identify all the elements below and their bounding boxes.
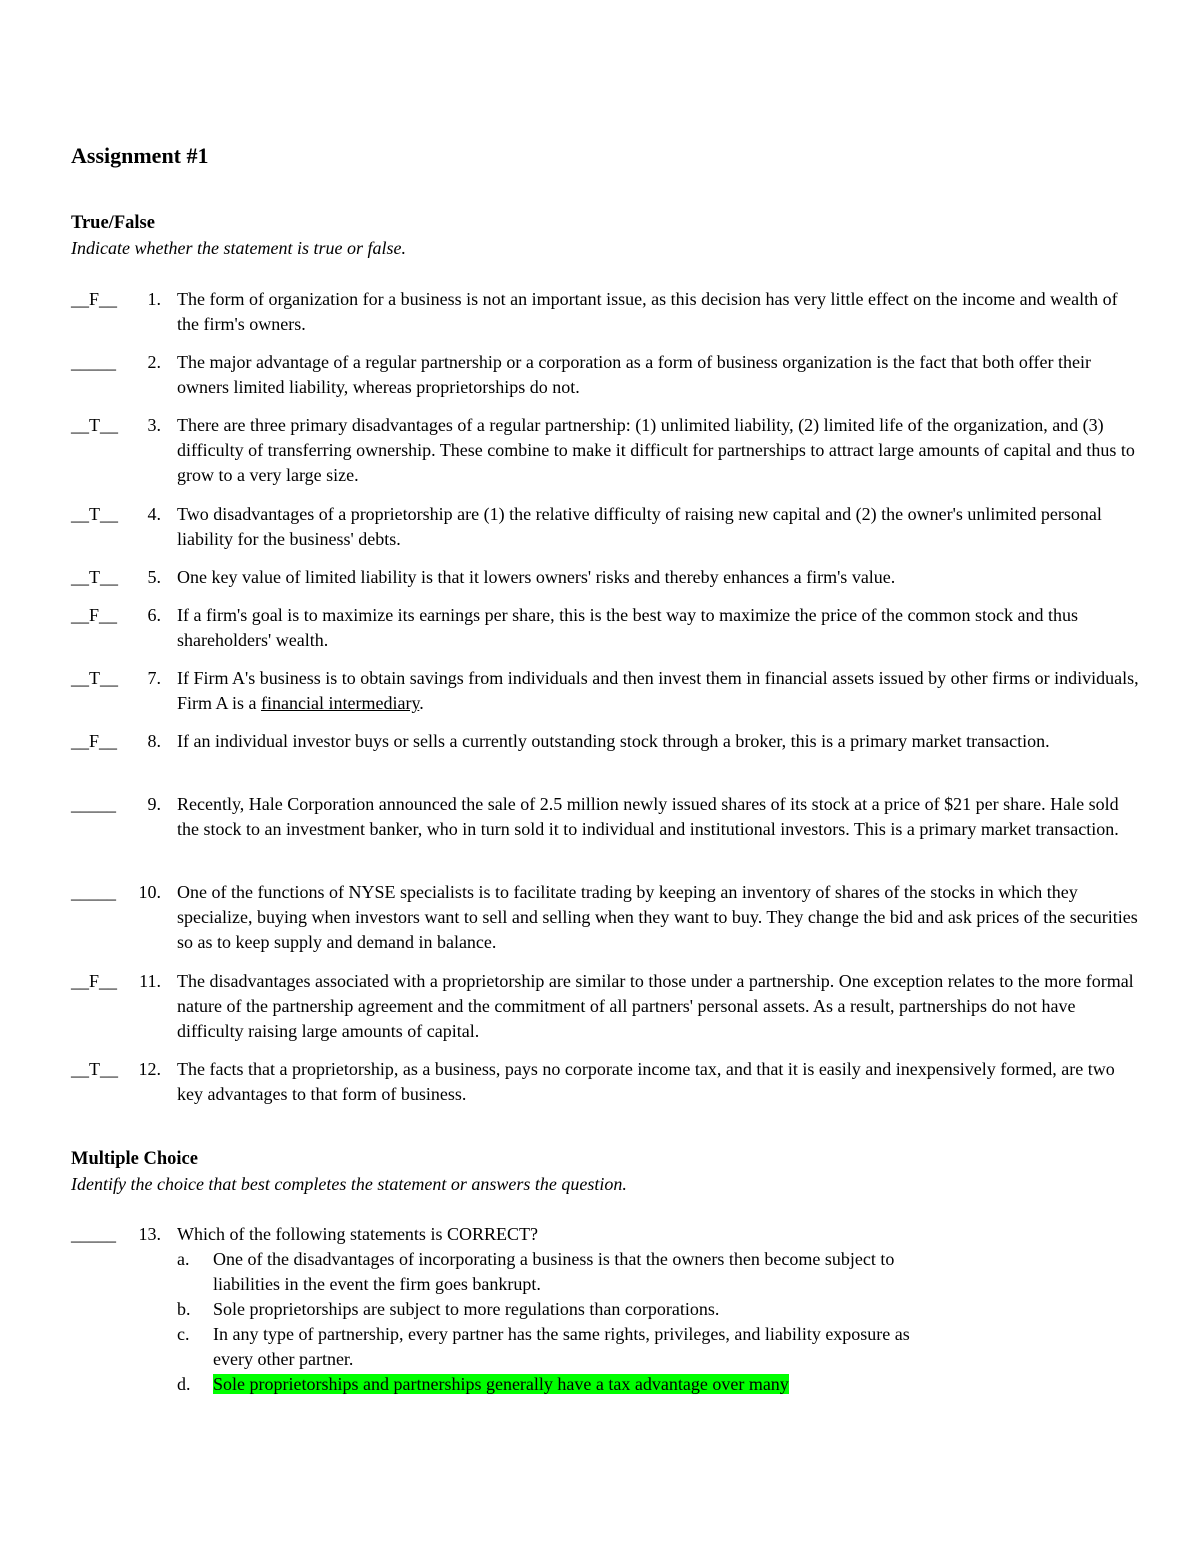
answer-blank[interactable]: __T__ (71, 415, 118, 435)
answer-blank[interactable]: __T__ (71, 504, 118, 524)
mc-section-heading: Multiple Choice (71, 1149, 198, 1169)
question-text: Two disadvantages of a proprietorship are (1) the relative difficulty of raising new capital and (2) the owner's unlimited personal liability for the business' debts. (177, 504, 1102, 549)
question-text: The facts that a proprietorship, as a business, pays no corporate income tax, and that it is easily and inexpensively formed, are two key advantages to that form of business. (177, 1059, 1115, 1104)
question-number: 4. (147, 504, 161, 524)
question-text: There are three primary disadvantages of a regular partnership: (1) unlimited liability, (2) limited life of the organization, and (3) difficulty of transferring ownership. These combine to make it difficult for partnerships to attract large amounts of capital and thus to grow to a very large size. (177, 415, 1135, 485)
question-number: 10. (138, 882, 161, 902)
question-text: The major advantage of a regular partnership or a corporation as a form of business organization is the fact that both offer their owners limited liability, whereas proprietorships do not. (177, 352, 1092, 397)
answer-blank[interactable]: __F__ (71, 731, 118, 751)
question-4 (71, 502, 1141, 552)
question-number: 9. (147, 794, 161, 814)
answer-blank[interactable]: __F__ (71, 605, 118, 625)
answer-blank[interactable]: _____ (71, 352, 116, 372)
question-text: The form of organization for a business is not an important issue, as this decision has very little effect on the income and wealth of the firm's owners. (177, 289, 1118, 334)
question-6 (71, 603, 1141, 653)
question-3 (71, 413, 1141, 488)
question-number: 6. (147, 605, 161, 625)
question-number: 12. (138, 1059, 161, 1079)
question-2 (71, 350, 1141, 400)
mc-section-instruction: Identify the choice that best completes the statement or answers the question. (71, 1174, 627, 1194)
question-text: Which of the following statements is CORRECT? (177, 1224, 538, 1244)
answer-blank[interactable]: _____ (71, 794, 116, 814)
question-text: The disadvantages associated with a proprietorship are similar to those under a partnership. One exception relates to the more formal nature of the partnership agreement and the commitment of all partners' personal assets. As a result, partnerships do not have difficulty raising large amounts of capital. (177, 971, 1134, 1041)
answer-blank[interactable]: __T__ (71, 567, 118, 587)
question-13 (71, 1222, 1141, 1397)
question-9 (71, 792, 1141, 842)
choice-letter: c. (177, 1324, 190, 1344)
question-12 (71, 1057, 1141, 1107)
question-number: 2. (147, 352, 161, 372)
choice-a[interactable] (177, 1247, 953, 1297)
highlighted-choice-text: Sole proprietorships and partnerships generally have a tax advantage over many (213, 1374, 789, 1394)
choice-text: Sole proprietorships are subject to more regulations than corporations. (213, 1299, 720, 1319)
answer-blank[interactable]: _____ (71, 882, 116, 902)
question-number: 3. (147, 415, 161, 435)
underlined-term: financial intermediary (261, 693, 420, 713)
question-text: Recently, Hale Corporation announced the sale of 2.5 million newly issued shares of its stock at a price of $21 per share. Hale sold the stock to an investment banker, who in turn sold it to individual and institutional investors. This is a primary market transaction. (177, 794, 1119, 839)
question-text-part: If Firm A's business is to obtain savings from individuals and then invest them in financial assets issued by other firms or individuals, Firm A is a (177, 668, 1139, 713)
answer-blank[interactable]: __F__ (71, 289, 118, 309)
question-text (177, 666, 1141, 716)
answer-blank[interactable]: _____ (71, 1224, 116, 1244)
question-number: 5. (147, 567, 161, 587)
question-text: One of the functions of NYSE specialists is to facilitate trading by keeping an inventory of shares of the stocks in which they specialize, buying when investors want to sell and selling when they want to buy. They change the bid and ask prices of the securities so as to keep supply and demand in balance. (177, 882, 1138, 952)
answer-blank[interactable]: __T__ (71, 1059, 118, 1079)
page-title: Assignment #1 (71, 143, 209, 168)
question-number: 11. (139, 971, 161, 991)
question-8 (71, 729, 1141, 754)
choice-text: In any type of partnership, every partner has the same rights, privileges, and liability exposure as every other partner. (213, 1324, 910, 1369)
choice-text: One of the disadvantages of incorporating a business is that the owners then become subject to liabilities in the event the firm goes bankrupt. (213, 1249, 895, 1294)
question-text: If an individual investor buys or sells a currently outstanding stock through a broker, this is a primary market transaction. (177, 731, 1050, 751)
choice-letter: a. (177, 1249, 190, 1269)
question-1 (71, 287, 1141, 337)
choice-letter: b. (177, 1299, 191, 1319)
answer-blank[interactable]: __T__ (71, 668, 118, 688)
choice-b[interactable] (177, 1297, 953, 1322)
question-text: One key value of limited liability is that it lowers owners' risks and thereby enhances a firm's value. (177, 567, 896, 587)
tf-section-heading: True/False (71, 213, 155, 233)
question-number: 7. (147, 668, 161, 688)
answer-blank[interactable]: __F__ (71, 971, 118, 991)
question-7 (71, 666, 1141, 716)
question-text: If a firm's goal is to maximize its earnings per share, this is the best way to maximize the price of the common stock and thus shareholders' wealth. (177, 605, 1079, 650)
choice-letter: d. (177, 1374, 191, 1394)
question-10 (71, 880, 1141, 955)
answer-choices (177, 1247, 1141, 1397)
question-number: 8. (147, 731, 161, 751)
choice-c[interactable] (177, 1322, 953, 1372)
choice-d[interactable] (177, 1372, 953, 1397)
question-number: 1. (147, 289, 161, 309)
question-11 (71, 969, 1141, 1044)
question-5 (71, 565, 1141, 590)
question-text-part: . (419, 693, 424, 713)
question-number: 13. (138, 1224, 161, 1244)
tf-section-instruction: Indicate whether the statement is true or false. (71, 238, 406, 258)
